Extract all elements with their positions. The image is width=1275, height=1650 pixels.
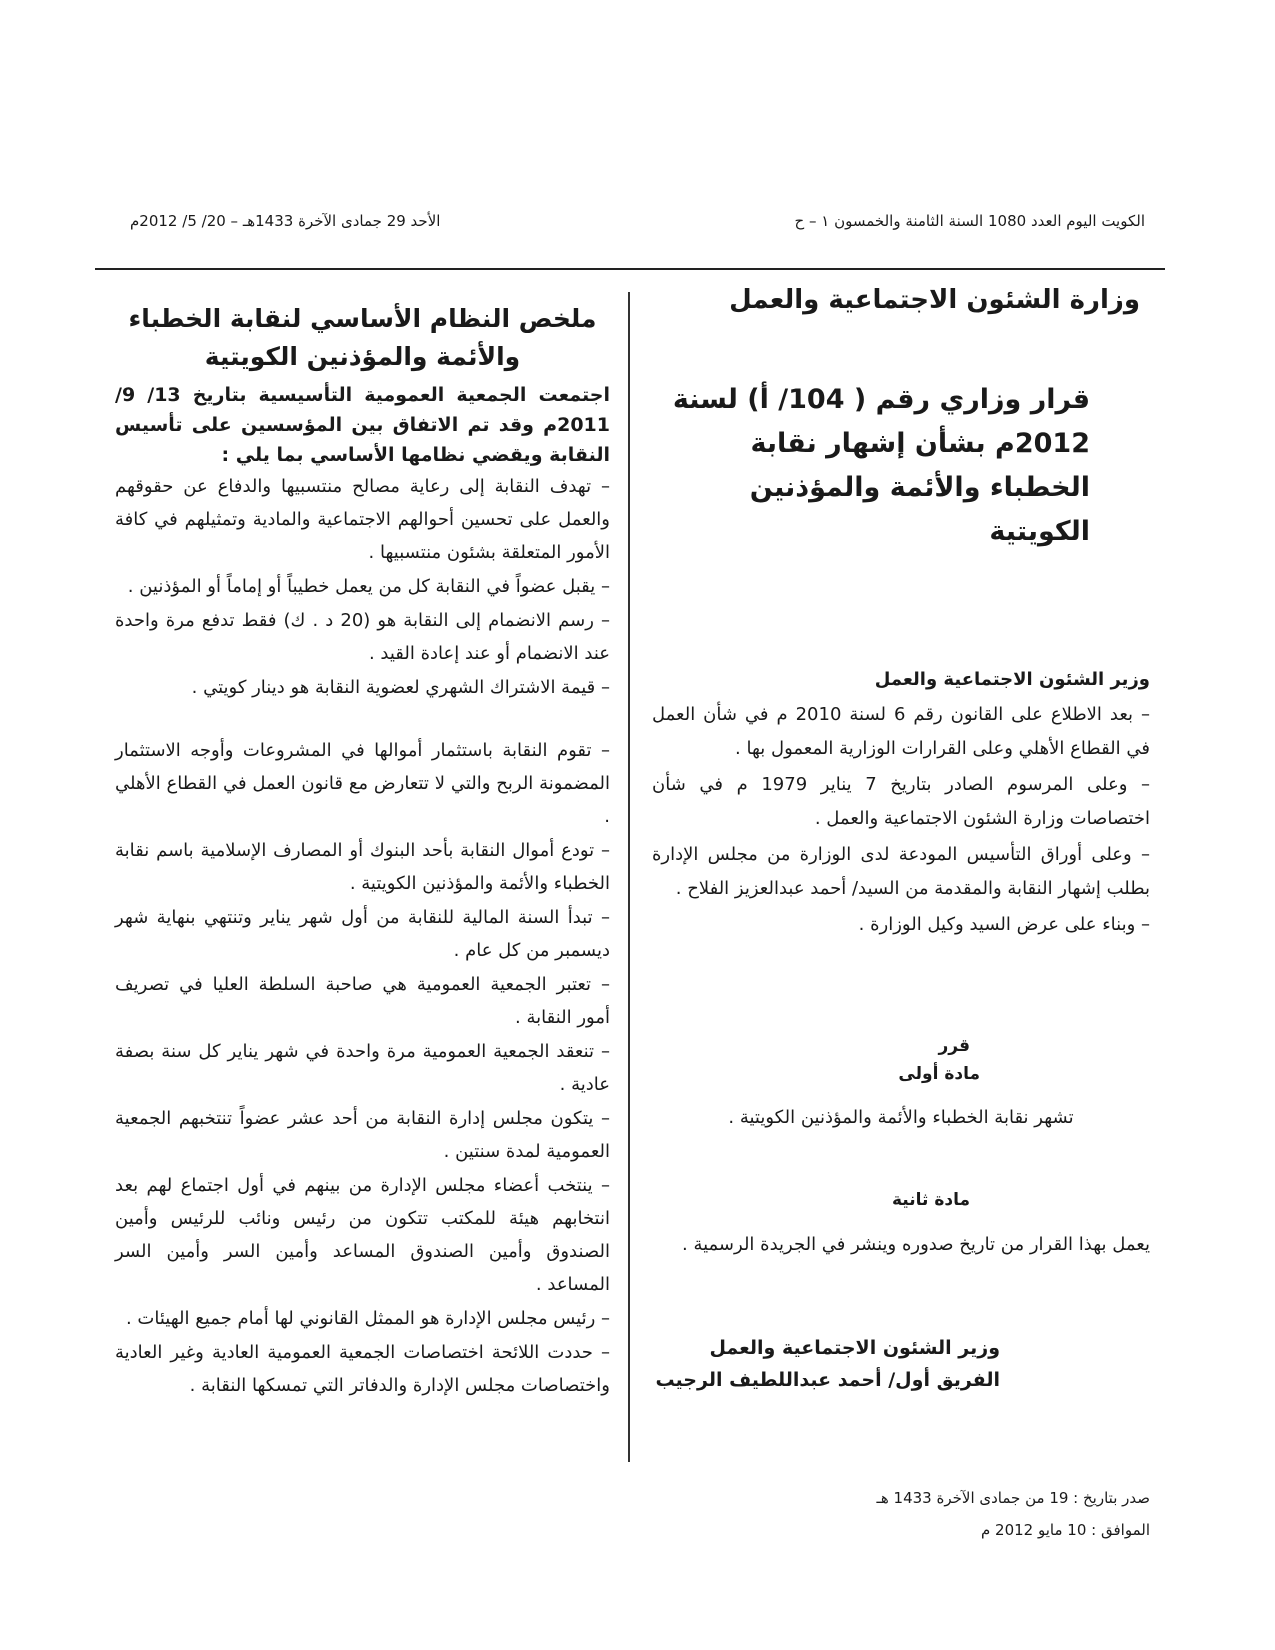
statute-clause: – يقبل عضواً في النقابة كل من يعمل خطيباً أو إماماً أو المؤذنين . xyxy=(127,576,610,597)
gazette-date-header: الأحد 29 جمادى الآخرة 1433هـ – 20/ 5/ 2012م xyxy=(130,212,441,230)
decision-column xyxy=(652,280,1150,1546)
statute-clause: – تعتبر الجمعية العمومية هي صاحبة السلطة العليا في تصريف أمور النقابة . xyxy=(115,974,610,1028)
decided-heading: قرر xyxy=(938,1036,970,1056)
statute-clause: – رئيس مجلس الإدارة هو الممثل القانوني لها أمام جميع الهيئات . xyxy=(125,1308,610,1329)
summary-title: ملخص النظام الأساسي لنقابة الخطباء والأئمة والمؤذنين الكويتية xyxy=(128,304,597,371)
preamble-paragraph: – وبناء على عرض السيد وكيل الوزارة . xyxy=(858,914,1150,935)
signature-title: وزير الشئون الاجتماعية والعمل xyxy=(709,1337,1000,1359)
article-2-title: مادة ثانية xyxy=(892,1190,970,1210)
article-1-text: تشهر نقابة الخطباء والأئمة والمؤذنين الكويتية . xyxy=(728,1107,1074,1128)
signature-block xyxy=(652,1332,1000,1396)
statute-clause: – رسم الانضمام إلى النقابة هو (20 د . ك) فقط تدفع مرة واحدة عند الانضمام أو عند إعادة القيد . xyxy=(115,610,610,664)
decision-title: قرار وزاري رقم ( 104/ أ) لسنة 2012م بشأن إشهار نقابة الخطباء والأئمة والمؤذنين الكويتية xyxy=(672,384,1090,547)
issue-date-gregorian: الموافق : 10 مايو 2012 م xyxy=(980,1521,1150,1539)
signature-name: الفريق أول/ أحمد عبداللطيف الرجيب xyxy=(655,1369,1000,1391)
summary-intro: اجتمعت الجمعية العمومية التأسيسية بتاريخ 13/ 9/ 2011م وقد تم الاتفاق بين المؤسسين على تأسيس النقابة ويقضي نظامها الأساسي بما يلي : xyxy=(115,384,610,466)
statute-clause: – تبدأ السنة المالية للنقابة من أول شهر يناير وتنتهي بنهاية شهر ديسمبر من كل عام . xyxy=(115,907,610,961)
preamble-paragraph: – وعلى أوراق التأسيس المودعة لدى الوزارة من مجلس الإدارة بطلب إشهار النقابة والمقدمة من السيد/ أحمد عبدالعزيز الفلاح . xyxy=(652,844,1150,899)
statute-clause: – تهدف النقابة إلى رعاية مصالح منتسبيها والدفاع عن حقوقهم والعمل على تحسين أحوالهم الاجتماعية والمادية وتمثيلهم في كافة الأمور المتعلقة بشئون منتسبيها . xyxy=(115,476,610,563)
header-divider xyxy=(95,268,1165,270)
issue-date-hijri: صدر بتاريخ : 19 من جمادى الآخرة 1433 هـ xyxy=(876,1489,1150,1507)
statute-clause: – قيمة الاشتراك الشهري لعضوية النقابة هو دينار كويتي . xyxy=(191,677,610,698)
statute-clause: – تنعقد الجمعية العمومية مرة واحدة في شهر يناير كل سنة بصفة عادية . xyxy=(115,1041,610,1095)
statute-clause: – تودع أموال النقابة بأحد البنوك أو المصارف الإسلامية باسم نقابة الخطباء والأئمة والمؤذنين الكويتية . xyxy=(115,840,610,894)
ministry-title: وزارة الشئون الاجتماعية والعمل xyxy=(729,285,1140,315)
article-2-text: يعمل بهذا القرار من تاريخ صدوره وينشر في الجريدة الرسمية . xyxy=(682,1234,1150,1255)
issue-dates xyxy=(652,1482,1150,1546)
article-1-title: مادة أولى xyxy=(898,1064,980,1084)
column-divider xyxy=(628,292,630,1462)
statute-clause: – ينتخب أعضاء مجلس الإدارة من بينهم في أول اجتماع لهم بعد انتخابهم هيئة للمكتب تتكون من رئيس ونائب للرئيس وأمين الصندوق وأمين الصندوق المساعد وأمين السر وأمين السر المساعد . xyxy=(115,1175,610,1295)
statute-clause: – يتكون مجلس إدارة النقابة من أحد عشر عضواً تنتخبهم الجمعية العمومية لمدة سنتين . xyxy=(115,1108,610,1162)
statute-clause: – حددت اللائحة اختصاصات الجمعية العمومية العادية وغير العادية واختصاصات مجلس الإدارة والدفاتر التي تمسكها النقابة . xyxy=(115,1342,610,1396)
preamble-paragraph: – وعلى المرسوم الصادر بتاريخ 7 يناير 1979 م في شأن اختصاصات وزارة الشئون الاجتماعية والعمل . xyxy=(652,774,1151,829)
minister-heading: وزير الشئون الاجتماعية والعمل xyxy=(874,669,1150,690)
preamble-paragraph: – بعد الاطلاع على القانون رقم 6 لسنة 2010 م في شأن العمل في القطاع الأهلي وعلى القرارات الوزارية المعمول بها . xyxy=(652,704,1150,759)
gazette-issue-header: الكويت اليوم العدد 1080 السنة الثامنة والخمسون ١ – ح xyxy=(794,212,1145,230)
statute-clause: – تقوم النقابة باستثمار أموالها في المشروعات وأوجه الاستثمار المضمونة الربح والتي لا تتعارض مع قانون العمل في القطاع الأهلي . xyxy=(115,740,610,827)
statute-summary-column xyxy=(115,300,610,1402)
